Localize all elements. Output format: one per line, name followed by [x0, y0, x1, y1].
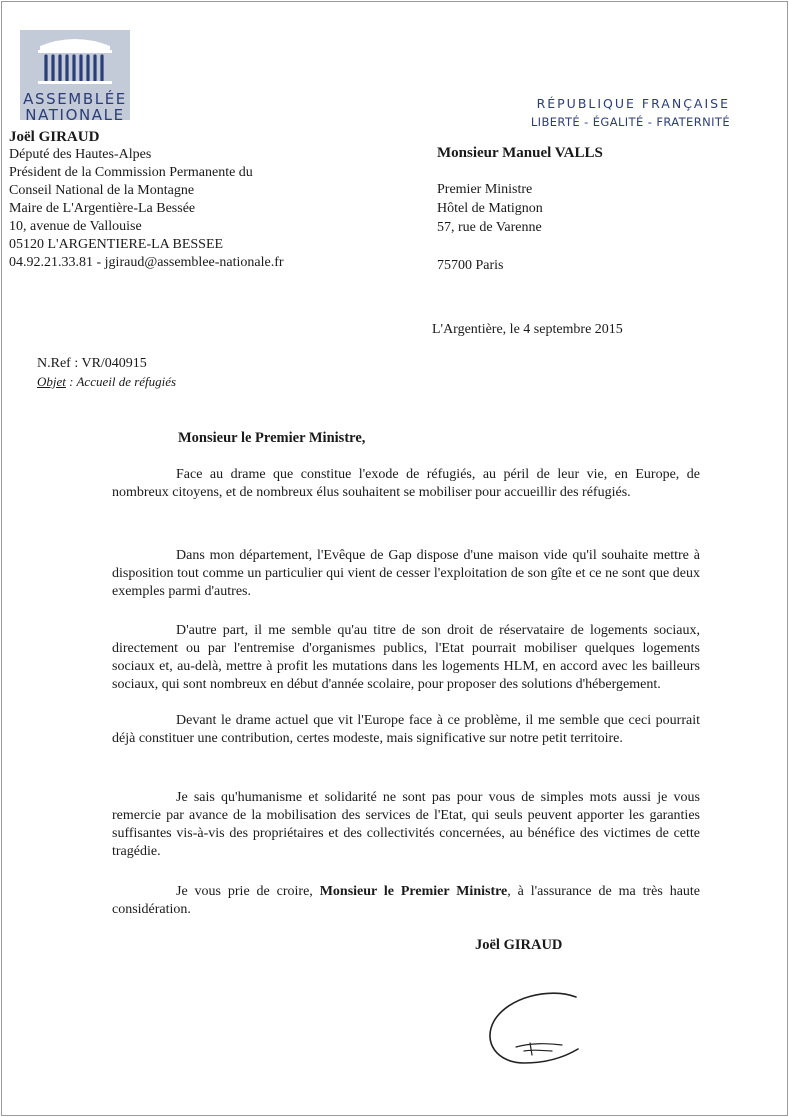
- sender-line: 10, avenue de Vallouise: [9, 219, 142, 234]
- recipient-line: Hôtel de Matignon: [437, 201, 543, 216]
- logo-text-line1: ASSEMBLÉE: [23, 90, 127, 108]
- recipient-block: [437, 144, 603, 275]
- object-text: : Accueil de réfugiés: [65, 374, 177, 389]
- closing-text-end: , à l'assurance de ma très haute considération.: [112, 884, 701, 917]
- sender-line: Conseil National de la Montagne: [9, 183, 195, 198]
- sender-line: Député des Hautes-Alpes: [9, 147, 152, 162]
- salutation: Monsieur le Premier Ministre,: [178, 430, 366, 446]
- sender-line: Président de la Commission Permanente du: [9, 165, 253, 180]
- sender-line: 05120 L'ARGENTIERE-LA BESSEE: [9, 237, 224, 252]
- recipient-spacer: [437, 237, 603, 256]
- reference-number: N.Ref : VR/040915: [37, 356, 147, 371]
- recipient-name: Monsieur Manuel VALLS: [437, 145, 603, 161]
- paragraph-4: Devant le drame actuel que vit l'Europe face à ce problème, il me semble que ceci pourrait déjà constituer une contribution, certes modeste, mais significative sur notre petit territoire.: [112, 713, 700, 746]
- closing-text: Je vous prie de croire,: [176, 884, 320, 899]
- sender-line: Maire de L'Argentière-La Bessée: [9, 201, 196, 216]
- recipient-line: 75700 Paris: [437, 258, 504, 273]
- logo-text-line2: NATIONALE: [25, 106, 125, 124]
- hemicycle-icon: [34, 34, 116, 86]
- closing-bold: Monsieur le Premier Ministre: [319, 884, 508, 899]
- signature-name: Joël GIRAUD: [475, 937, 563, 953]
- republic-motto: LIBERTÉ - ÉGALITÉ - FRATERNITÉ: [530, 115, 730, 129]
- paragraph-5: Je sais qu'humanisme et solidarité ne sont pas pour vous de simples mots aussi je vous remercie par avance de la mobilisation des services de l'Etat, qui seuls peuvent apporter les garanties suffisantes vis-à-vis des propriétaires et des collectivités concernées, au bénéfice des victimes de cette tragédie.: [112, 790, 700, 859]
- paragraph-3: D'autre part, il me semble qu'au titre de son droit de réservataire de logements sociaux, directement ou par l'entremise d'organismes publics, l'Etat pourrait mobiliser quelques logements sociaux et, au-delà, mettre à profit les mutations dans les logements HLM, en accord avec les bailleurs sociaux, qui sont nombreux en début d'année scolaire, pour proposer des solutions d'hébergement.: [112, 623, 700, 692]
- letter-object: [37, 373, 176, 391]
- recipient-line: Premier Ministre: [437, 182, 533, 197]
- reference-block: [37, 355, 176, 391]
- paragraph-2: Dans mon département, l'Evêque de Gap dispose d'une maison vide qu'il souhaite mettre à disposition tout comme un particulier qui vient de cesser l'exploitation de son gîte et ce ne sont que deux exemples parmi d'autres.: [112, 548, 700, 599]
- sender-line: 04.92.21.33.81 - jgiraud@assemblee-nationale.fr: [9, 255, 284, 270]
- sender-name: Joël GIRAUD: [9, 129, 100, 145]
- letter-date: L'Argentière, le 4 septembre 2015: [432, 322, 623, 337]
- closing-paragraph: [112, 883, 700, 919]
- sender-block: [9, 128, 284, 272]
- object-label: Objet: [37, 374, 66, 389]
- handwritten-signature: [480, 985, 600, 1075]
- recipient-line: 57, rue de Varenne: [437, 220, 542, 235]
- paragraph-1: Face au drame que constitue l'exode de réfugiés, au péril de leur vie, en Europe, de nombreux citoyens, et de nombreux élus souhaitent se mobiliser pour accueillir des réfugiés.: [112, 467, 700, 500]
- republic-title: RÉPUBLIQUE FRANÇAISE: [536, 96, 730, 111]
